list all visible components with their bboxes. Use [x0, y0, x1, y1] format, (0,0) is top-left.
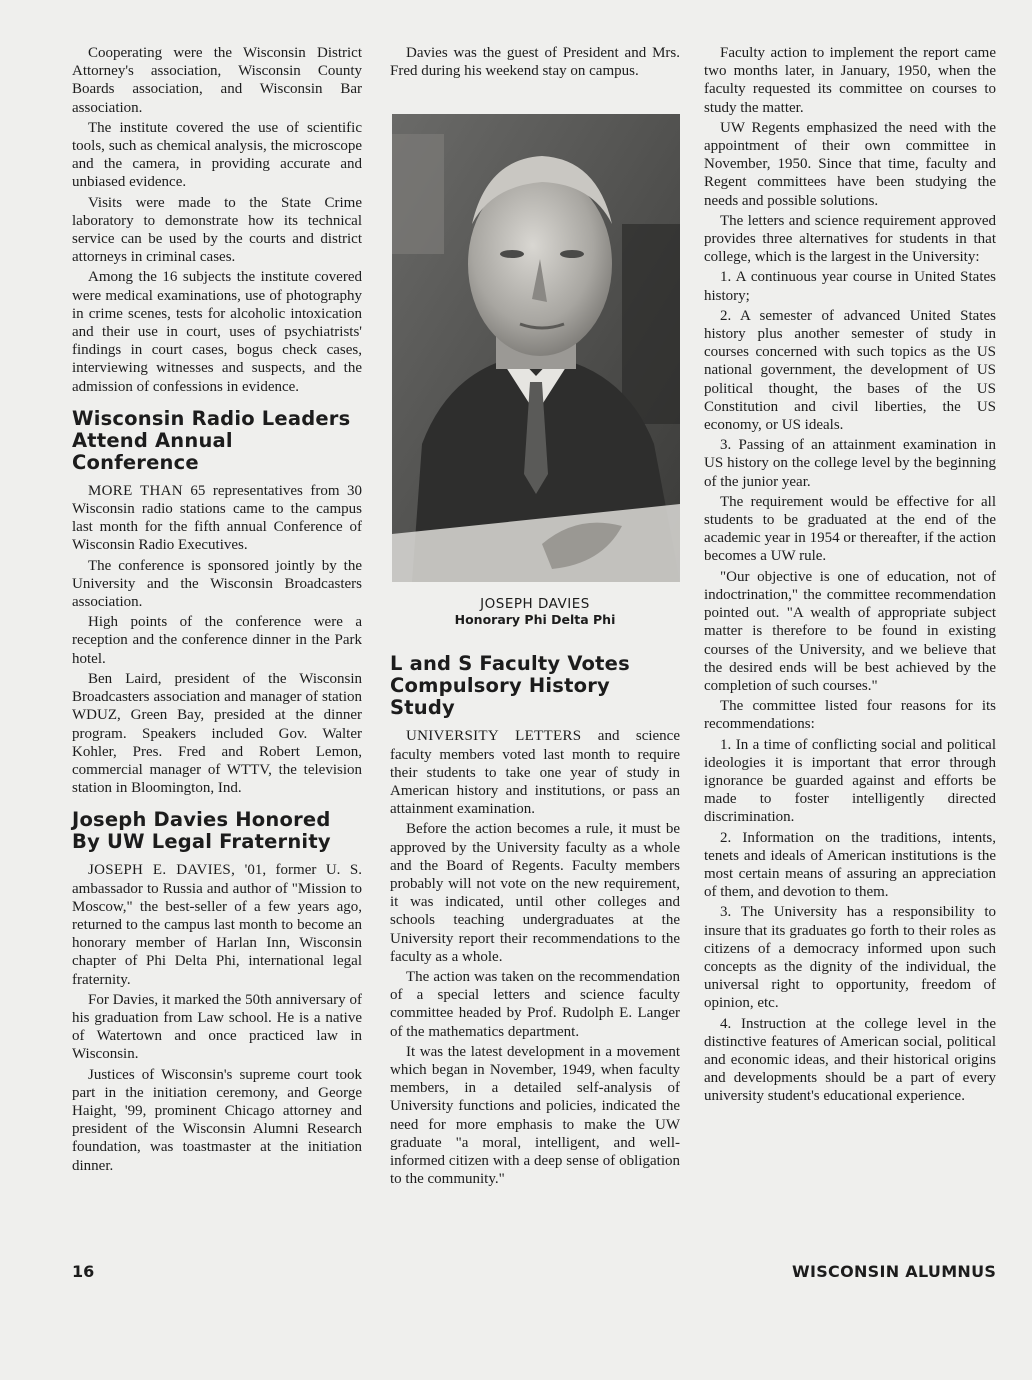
history-headline-line1: L and S Faculty Votes [390, 652, 630, 676]
paragraph: It was the latest development in a movement which began in November, 1949, when faculty members, in a detailed self-analysis of University functions and policies, indicated the need for more emphasis to make the UW graduate "a moral, intelligent, and well-informed citizen with a deep sense of obligation to the community." [390, 1043, 680, 1188]
paragraph: For Davies, it marked the 50th anniversary of his graduation from Law school. He is a native of Watertown and once practiced law in Wisconsin. [72, 991, 362, 1063]
paragraph: Faculty action to implement the report came two months later, in January, 1950, when the faculty requested its committee on courses to study the matter. [704, 45, 996, 116]
paragraph: The action was taken on the recommendation of a special letters and science faculty committee headed by Prof. Rudolph E. Langer of the mathematics department. [390, 969, 680, 1040]
davies-headline [72, 809, 362, 853]
paragraph: High points of the conference were a reception and the conference dinner in the Park hotel. [72, 614, 362, 667]
history-headline [390, 653, 680, 719]
page-number: 16 [72, 1262, 95, 1281]
list-item: 1. A continuous year course in United States history; [704, 269, 996, 304]
lead-in: MORE THAN [88, 482, 183, 499]
column-middle [390, 44, 680, 1190]
list-item: 4. Instruction at the college level in the distinctive features of American social, political and economic ideas, and their historical origins and developments should be a part of every university student's educational experience. [704, 1015, 996, 1105]
magazine-name: WISCONSIN ALUMNUS [792, 1262, 997, 1281]
history-headline-line2: Compulsory History Study [390, 674, 610, 720]
column-left [72, 44, 362, 1177]
paragraph: "Our objective is one of education, not of indoctrination," the committee recommendation pointed out. "A wealth of appropriate subject matter is therefore to be found in existing courses of the University, and we believe that the desired ends will be best achieved by the completion of such courses." [704, 568, 996, 694]
paragraph: The committee listed four reasons for its recommendations: [704, 698, 996, 733]
photo-caption [390, 596, 680, 627]
davies-headline-line2: By UW Legal Fraternity [72, 830, 331, 854]
paragraph: UNIVERSITY LETTERS and science faculty members voted last month to require their students to take one year of study in American history and institutions, or pass an attainment examination. [390, 728, 681, 818]
portrait-photo [392, 114, 680, 582]
radio-headline-line1: Wisconsin Radio Leaders [72, 406, 351, 430]
column-right [704, 44, 996, 1108]
paragraph: The institute covered the use of scientific tools, such as chemical analysis, the microscope and the camera, in providing accurate and unbiased evidence. [72, 119, 362, 191]
paragraph: Cooperating were the Wisconsin District Attorney's association, Wisconsin County Boards association, and Wisconsin Bar association. [72, 45, 362, 116]
paragraph: The conference is sponsored jointly by the University and the Wisconsin Broadcasters association. [72, 557, 362, 611]
list-item: 2. Information on the traditions, intents, tenets and ideals of American institutions is the most certain means of assuring an appreciation of them, and devotion to them. [704, 829, 996, 901]
radio-headline-line2: Attend Annual Conference [72, 428, 233, 474]
list-item: 1. In a time of conflicting social and political ideologies it is important that error through ignorance be guarded against and efforts be made to foster intelligently directed discrimination. [704, 736, 996, 826]
paragraph: Among the 16 subjects the institute covered were medical examinations, use of photography in crime scenes, tests for alcoholic intoxication and their use in court, uses of psychiatrists' findings in court cases, bogus check cases, interviewing witnesses and suspects, and the admission of confessions in evidence. [72, 269, 362, 395]
paragraph: JOSEPH E. DAVIES, '01, former U. S. ambassador to Russia and author of "Mission to Moscow," the best-seller of a few years ago, returned to the campus last month to become an honorary member of Harlan Inn, Wisconsin chapter of Phi Delta Phi, international legal fraternity. [72, 862, 362, 988]
paragraph: Davies was the guest of President and Mrs. Fred during his weekend stay on campus. [390, 45, 680, 80]
list-item: 2. A semester of advanced United States history plus another semester of study in courses concerned with such topics as the US national government, the development of US political thought, the bases of the US Constitution and civil liberties, the US economy, or US ideals. [704, 307, 996, 434]
list-item: 3. Passing of an attainment examination in US history on the college level by the beginning of the junior year. [704, 437, 996, 490]
radio-headline [72, 408, 362, 474]
davies-headline-line1: Joseph Davies Honored [72, 808, 331, 832]
lead-in: JOSEPH E. DAVIES, [88, 862, 236, 879]
paragraph: UW Regents emphasized the need with the appointment of their own committee in November, 1950. Since that time, faculty and Regent committees have been studying the needs and possible solutions. [704, 119, 996, 209]
portrait-illustration [392, 114, 680, 582]
list-item: 3. The University has a responsibility to insure that its graduates go forth to their roles as citizens of a democracy informed upon such concepts as the dignity of the individual, the universal right to opportunity, freedom of opinion, etc. [704, 904, 996, 1012]
paragraph: Before the action becomes a rule, it must be approved by the University faculty as a whole and the Board of Regents. Faculty members probably will not vote on the new requirement, it was indicated, until other colleges and schools teaching undergraduates at the University report their recommendations to the faculty as a whole. [390, 821, 680, 965]
paragraph: Ben Laird, president of the Wisconsin Broadcasters association and manager of station WDUZ, Green Bay, presided at the dinner program. Speakers included Gov. Walter Kohler, Pres. Fred and Robert Lemon, commercial manager of WTTV, the television station in Bloomington, Ind. [72, 670, 362, 797]
caption-title: Honorary Phi Delta Phi [454, 612, 616, 628]
paragraph: Visits were made to the State Crime laboratory to demonstrate how its technical service can be used by the courts and district attorneys in criminal cases. [72, 194, 362, 266]
paragraph: The requirement would be effective for all students to be graduated at the end of the academic year in 1954 or thereafter, if the action becomes a UW rule. [704, 493, 996, 565]
paragraph: MORE THAN 65 representatives from 30 Wisconsin radio stations came to the campus last month for the fifth annual Conference of Wisconsin Radio Executives. [72, 482, 362, 554]
lead-in: UNIVERSITY LETTERS [406, 728, 582, 745]
caption-name: JOSEPH DAVIES [480, 596, 590, 613]
paragraph: Justices of Wisconsin's supreme court took part in the initiation ceremony, and George Haight, '99, prominent Chicago attorney and president of the Wisconsin Alumni Research foundation, was toastmaster at the initiation dinner. [72, 1066, 362, 1174]
paragraph: The letters and science requirement approved provides three alternatives for students in that college, which is the largest in the University: [704, 212, 996, 266]
